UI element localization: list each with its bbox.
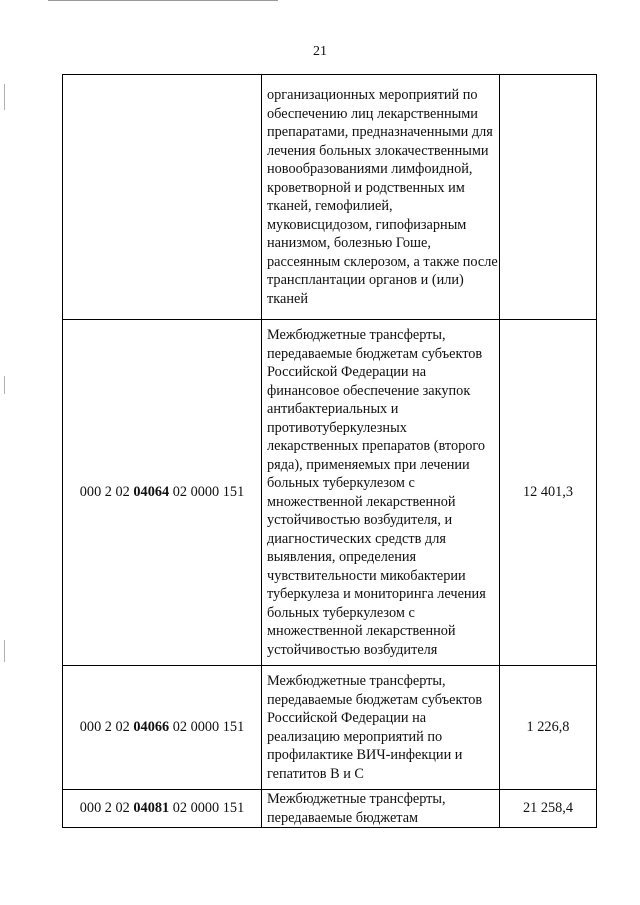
income-description: организационных мероприятий по обеспечению лиц лекарственными препаратами, предназначенными для лечения больных злокачественными новообразованиями лимфоидной, кроветворной и родственных им тканей, гемофилией, муковисцидозом, гипофизарным нанизмом, болезнью Гоше, рассеянным склерозом, а также после трансплантации органов и (или) тканей [262,75,500,320]
table-row [63,666,597,790]
scan-edge-mark [4,84,5,110]
amount-value: 1 226,8 [500,666,597,790]
classification-code: 000 2 02 04081 02 0000 151 [63,790,262,828]
income-description: Межбюджетные трансферты, передаваемые бюджетам субъектов Российской Федерации на реализацию мероприятий по профилактике ВИЧ-инфекции и гепатитов B и C [262,666,500,790]
table-row [63,75,597,320]
amount-value [500,75,597,320]
classification-code [63,75,262,320]
scan-edge-mark [4,640,5,662]
classification-code: 000 2 02 04064 02 0000 151 [63,320,262,666]
table-row [63,320,597,666]
page-number: 21 [313,44,327,59]
income-description: Межбюджетные трансферты, передаваемые бюджетам субъектов Российской Федерации на финансовое обеспечение закупок антибактериальных и противотуберкулезных лекарственных препаратов (второго ряда), применяемых при лечении больных туберкулезом с множественной лекарственной устойчивостью возбудителя, и диагностических средств для выявления, определения чувствительности микобактерии туберкулеза и мониторинга лечения больных туберкулезом с множественной лекарственной устойчивостью возбудителя [262,320,500,666]
amount-value: 12 401,3 [500,320,597,666]
income-description: Межбюджетные трансферты, передаваемые бюджетам [262,790,500,828]
classification-code: 000 2 02 04066 02 0000 151 [63,666,262,790]
scan-top-line [48,0,278,1]
table-row [63,790,597,828]
scan-edge-mark [4,376,5,394]
amount-value: 21 258,4 [500,790,597,828]
budget-table [62,74,597,828]
